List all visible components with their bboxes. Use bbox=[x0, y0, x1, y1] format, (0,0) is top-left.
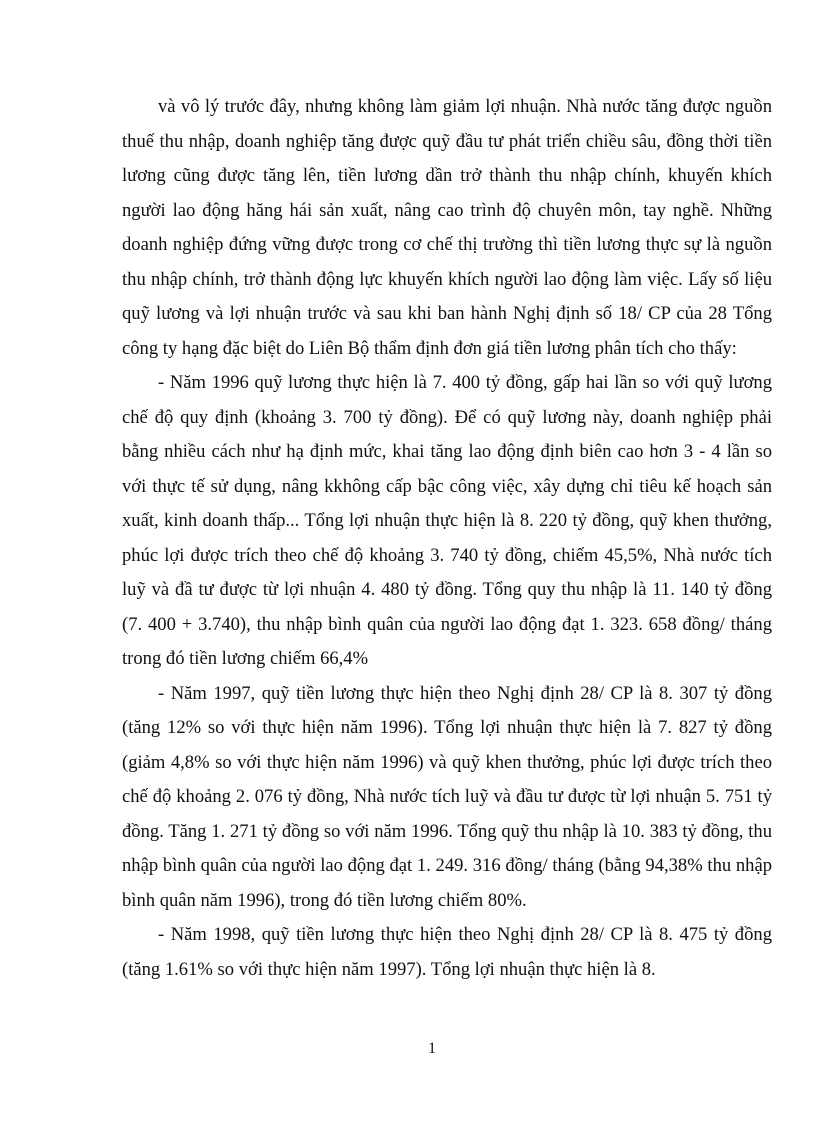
paragraph-intro: và vô lý trước đây, nhưng không làm giảm lợi nhuận. Nhà nước tăng được nguồn thuế thu nhập, doanh nghiệp tăng được quỹ đầu tư phát triển chiều sâu, đồng thời tiền lương cũng được tăng lên, tiền lương dần trở thành thu nhập chính, khuyến khích người lao động hăng hái sản xuất, nâng cao trình độ chuyên môn, tay nghề. Những doanh nghiệp đứng vững được trong cơ chế thị trường thì tiền lương thực sự là nguồn thu nhập chính, trở thành động lực khuyến khích người lao động làm việc. Lấy số liệu quỹ lương và lợi nhuận trước và sau khi ban hành Nghị định số 18/ CP của 28 Tổng công ty hạng đặc biệt do Liên Bộ thẩm định đơn giá tiền lương phân tích cho thấy: bbox=[122, 96, 772, 359]
page-number: 1 bbox=[428, 1040, 436, 1057]
paragraph-year-1998: - Năm 1998, quỹ tiền lương thực hiện theo Nghị định 28/ CP là 8. 475 tỷ đồng (tăng 1.61% so với thực hiện năm 1997). Tổng lợi nhuận thực hiện là 8. bbox=[122, 924, 772, 980]
document-body bbox=[122, 90, 772, 987]
page-footer bbox=[0, 1039, 816, 1059]
paragraph-year-1997: - Năm 1997, quỹ tiền lương thực hiện theo Nghị định 28/ CP là 8. 307 tỷ đồng (tăng 12% so với thực hiện năm 1996). Tổng lợi nhuận thực hiện là 7. 827 tỷ đồng (giảm 4,8% so với thực hiện năm 1996) và quỹ khen thưởng, phúc lợi được trích theo chế độ khoảng 2. 076 tỷ đồng, Nhà nước tích luỹ và đầu tư được từ lợi nhuận 5. 751 tỷ đồng. Tăng 1. 271 tỷ đồng so với năm 1996. Tổng quỹ thu nhập là 10. 383 tỷ đồng, thu nhập bình quân của người lao động đạt 1. 249. 316 đồng/ tháng (bằng 94,38% thu nhập bình quân năm 1996), trong đó tiền lương chiếm 80%. bbox=[122, 682, 772, 911]
paragraph-year-1996: - Năm 1996 quỹ lương thực hiện là 7. 400 tỷ đồng, gấp hai lần so với quỹ lương chế độ quy định (khoảng 3. 700 tỷ đồng). Để có quỹ lương này, doanh nghiệp phải bằng nhiều cách như hạ định mức, khai tăng lao động định biên cao hơn 3 - 4 lần so với thực tế sử dụng, nâng kkhông cấp bậc công việc, xây dựng chỉ tiêu kế hoạch sản xuất, kinh doanh thấp... Tổng lợi nhuận thực hiện là 8. 220 tỷ đồng, quỹ khen thưởng, phúc lợi được trích theo chế độ khoảng 3. 740 tỷ đồng, chiếm 45,5%, Nhà nước tích luỹ và đầ tư được từ lợi nhuận 4. 480 tỷ đồng. Tổng quy thu nhập là 11. 140 tỷ đồng (7. 400 + 3.740), thu nhập bình quân của người lao động đạt 1. 323. 658 đồng/ tháng trong đó tiền lương chiếm 66,4% bbox=[122, 372, 772, 669]
